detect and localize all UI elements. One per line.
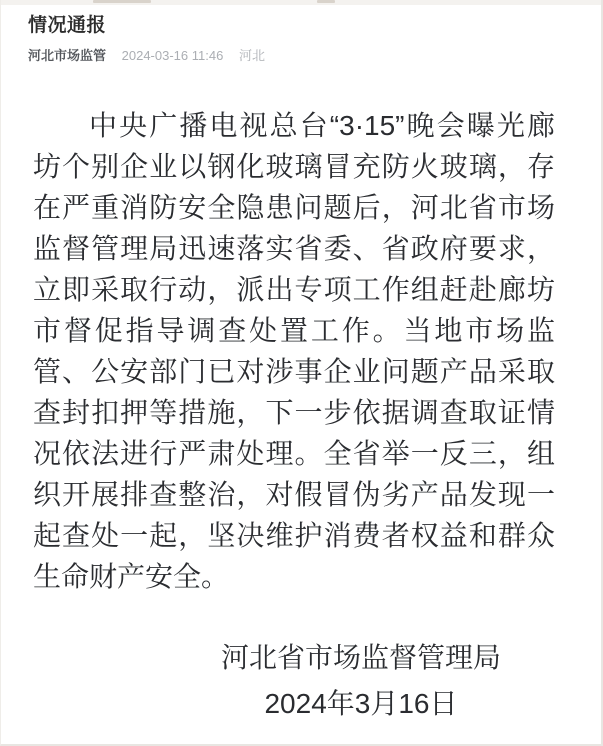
signature-organization: 河北省市场监督管理局 xyxy=(221,642,502,673)
page-title: 情况通报 xyxy=(28,15,107,36)
signature-block xyxy=(221,635,501,727)
article-body-paragraph: 中央广播电视总台“3·15”晚会曝光廊坊个别企业以钢化玻璃冒充防火玻璃，存在严重消防安全隐患问题后，河北省市场监督管理局迅速落实省委、省政府要求，立即采取行动，派出专项工作组赶赴廊坊市督促指导调查处置工作。当地市场监管、公安部门已对涉事企业问题产品采取查封扣押等措施，下一步依据调查取证情况依法进行严肃处理。全省举一反三，组织开展排查整治，对假冒伪劣产品发现一起查处一起，坚决维护消费者权益和群众生命财产安全。 xyxy=(33,110,555,592)
publish-timestamp: 2024-03-16 11:46 xyxy=(121,48,224,63)
cropped-content-remnant xyxy=(317,0,335,3)
author-name[interactable]: 河北市场监管 xyxy=(28,48,107,63)
publish-location: 河北 xyxy=(238,48,265,63)
signature-date: 2024年3月16日 xyxy=(264,688,458,719)
top-crop-band xyxy=(1,0,601,5)
byline xyxy=(28,47,574,65)
cropped-content-remnant xyxy=(93,0,151,3)
